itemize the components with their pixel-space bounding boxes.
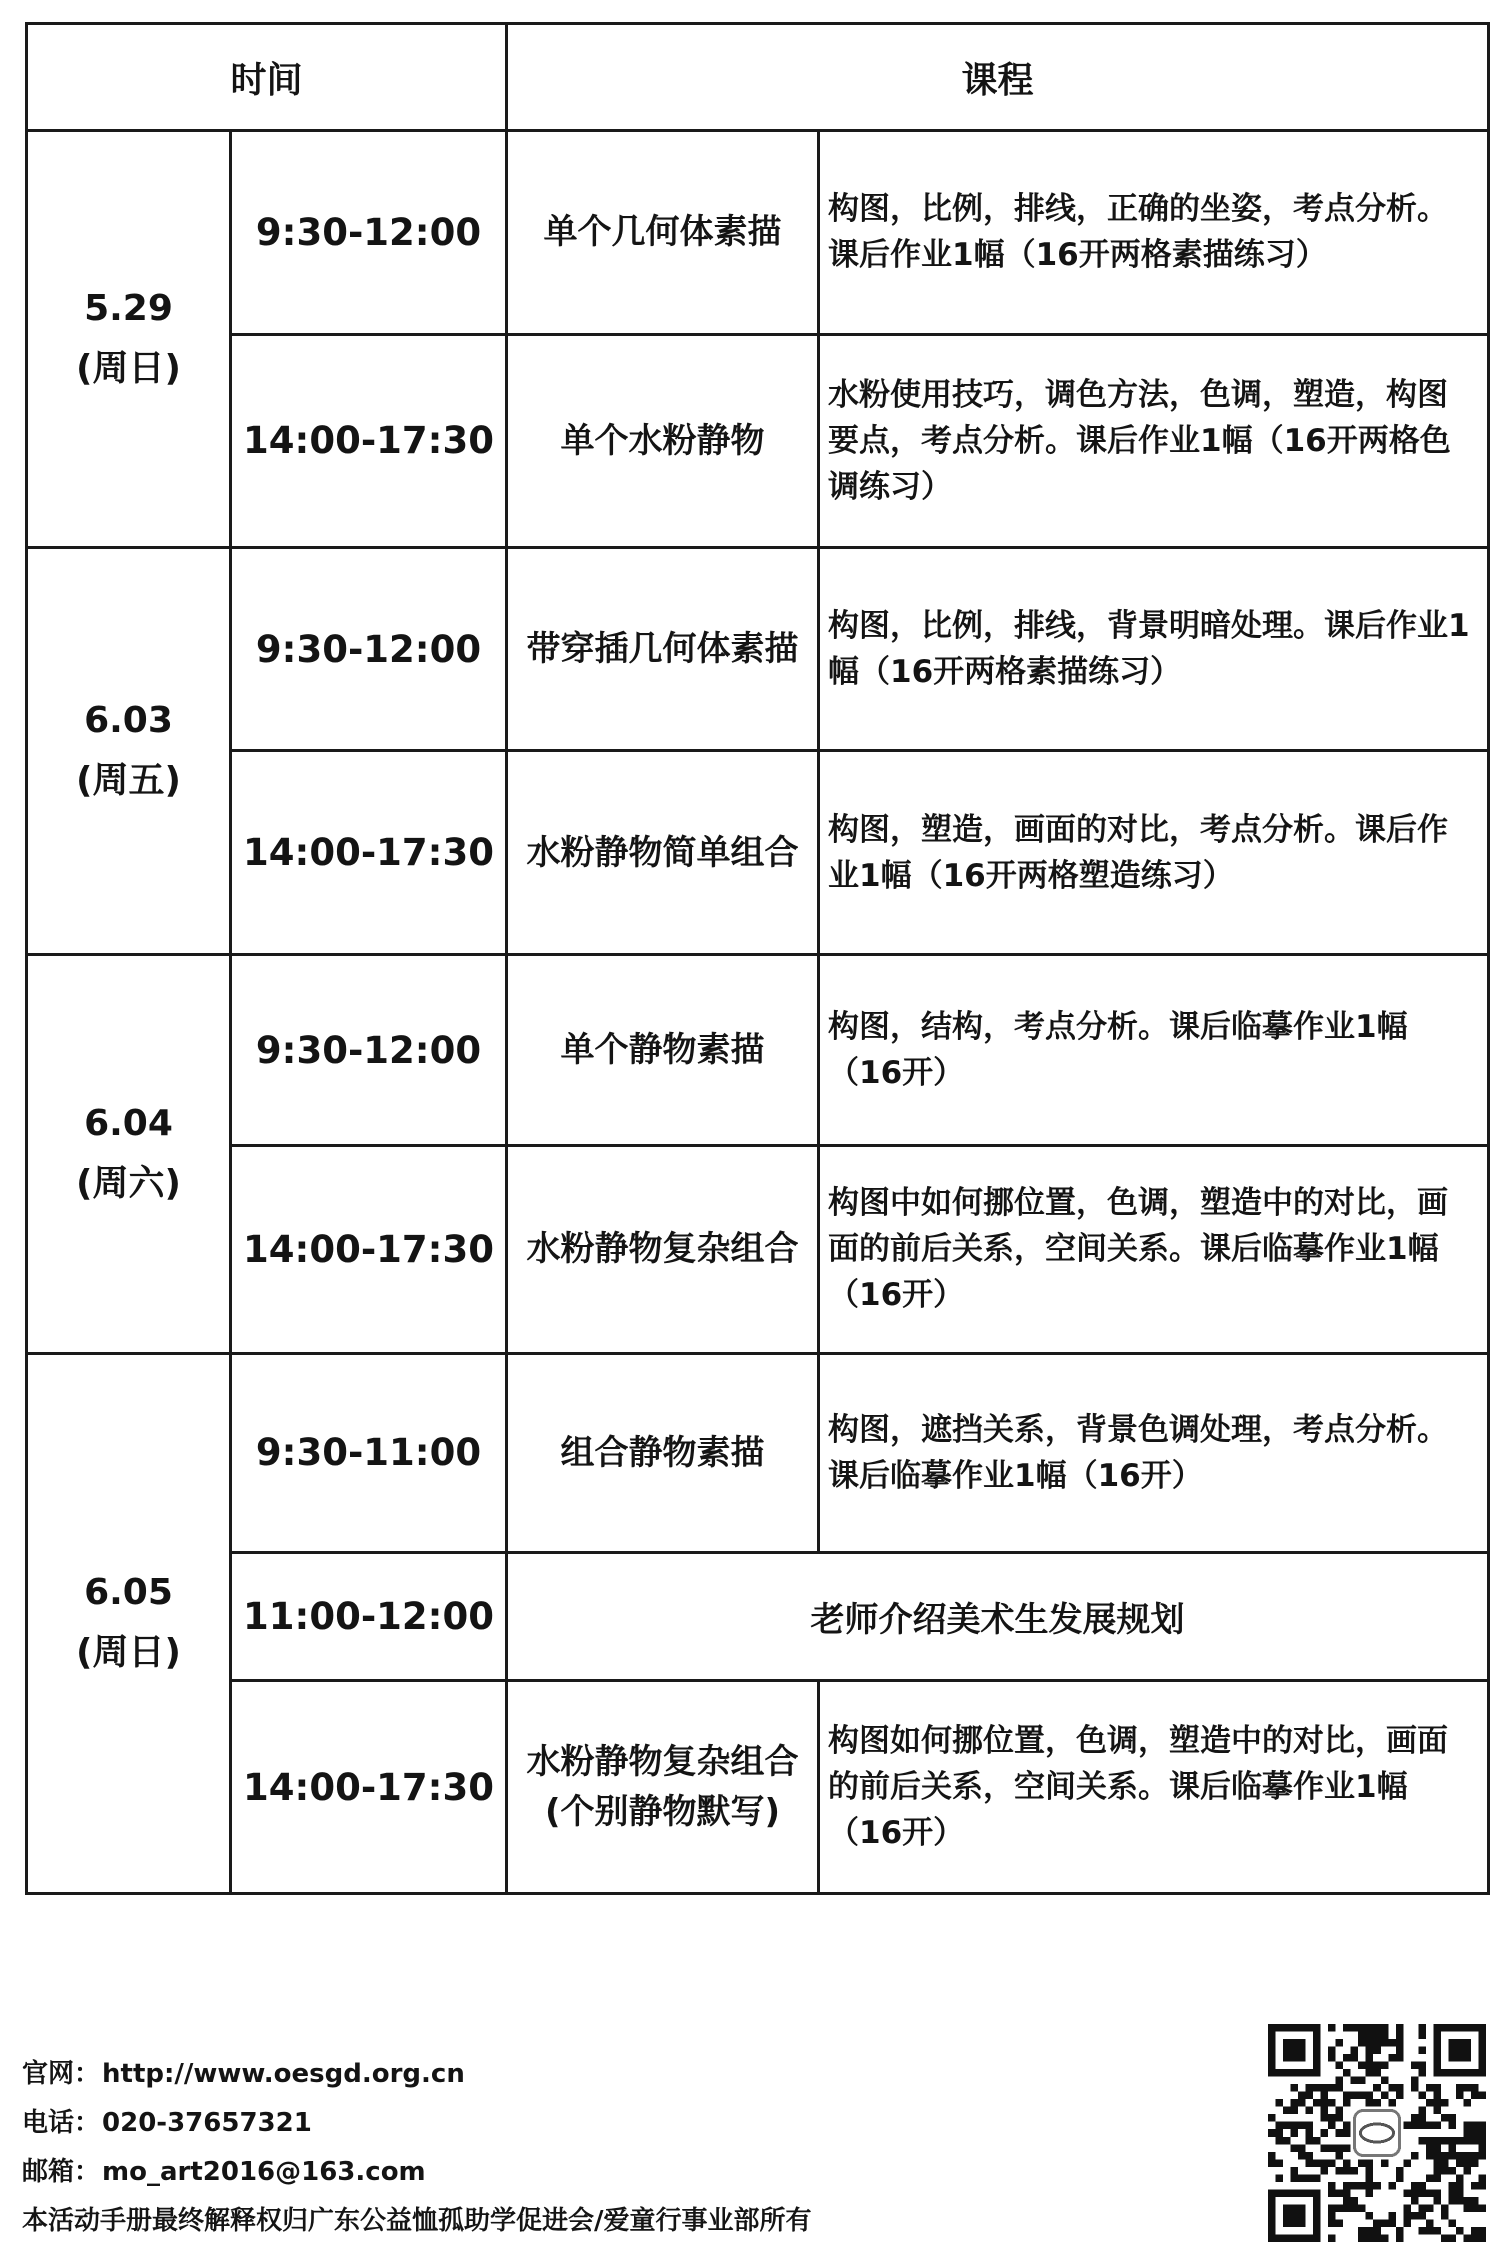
table-row — [27, 1681, 1489, 1894]
description-cell: 水粉使用技巧，调色方法，色调，塑造，构图要点，考点分析。课后作业1幅（16开两格色调练习） — [819, 334, 1489, 547]
course-name: 水粉静物简单组合 — [526, 832, 799, 873]
date-cell — [27, 955, 231, 1354]
course-cell — [507, 334, 819, 547]
table-row — [27, 334, 1489, 547]
time-cell: 9:30-12:00 — [231, 131, 507, 335]
course-note: (个别静物默写) — [544, 1792, 781, 1833]
time-cell: 14:00-17:30 — [231, 1681, 507, 1894]
email-address[interactable]: mo_art2016@163.com — [102, 2157, 426, 2187]
date-cell — [27, 547, 231, 955]
time-cell: 14:00-17:30 — [231, 1145, 507, 1353]
course-name: 单个几何体素描 — [543, 212, 782, 253]
time-cell: 11:00-12:00 — [231, 1552, 507, 1681]
disclaimer-text: 本活动手册最终解释权归广东公益恤孤助学促进会/爱童行事业部所有 — [22, 2206, 812, 2236]
table-row — [27, 1353, 1489, 1552]
course-name: 组合静物素描 — [560, 1432, 765, 1473]
website-row — [22, 2050, 812, 2099]
course-cell — [507, 1353, 819, 1552]
table-row — [27, 1552, 1489, 1681]
course-name: 带穿插几何体素描 — [526, 629, 799, 670]
date-cell — [27, 131, 231, 548]
date-label: 6.03 — [84, 699, 173, 741]
website-link[interactable]: http://www.oesgd.org.cn — [102, 2059, 465, 2089]
description-cell: 构图，比例，排线，正确的坐姿，考点分析。课后作业1幅（16开两格素描练习） — [819, 131, 1489, 335]
time-cell: 9:30-12:00 — [231, 955, 507, 1146]
phone-row — [22, 2099, 812, 2148]
table-row — [27, 547, 1489, 751]
description-cell: 构图，塑造，画面的对比，考点分析。课后作业1幅（16开两格塑造练习） — [819, 751, 1489, 955]
description-cell: 构图如何挪位置，色调，塑造中的对比，画面的前后关系，空间关系。课后临摹作业1幅（16开） — [819, 1681, 1489, 1894]
course-cell — [507, 547, 819, 751]
table-row — [27, 1145, 1489, 1353]
website-label: 官网： — [22, 2059, 101, 2089]
date-label: 6.05 — [84, 1572, 173, 1614]
time-cell: 14:00-17:30 — [231, 334, 507, 547]
phone-label: 电话： — [22, 2108, 101, 2138]
weekday-label: (周五) — [76, 759, 181, 801]
qr-code-graphic — [1268, 2024, 1486, 2242]
weekday-label: (周六) — [76, 1163, 181, 1205]
date-cell — [27, 1353, 231, 1893]
course-cell — [507, 1681, 819, 1894]
course-cell — [507, 751, 819, 955]
course-cell — [507, 131, 819, 335]
description-cell: 构图中如何挪位置，色调，塑造中的对比，画面的前后关系，空间关系。课后临摹作业1幅（16开） — [819, 1145, 1489, 1353]
header-course: 课程 — [507, 24, 1489, 131]
table-row — [27, 131, 1489, 335]
footer-info — [22, 2050, 812, 2246]
time-cell: 14:00-17:30 — [231, 751, 507, 955]
table-row — [27, 955, 1489, 1146]
phone-number: 020-37657321 — [102, 2108, 312, 2138]
course-name: 单个水粉静物 — [560, 420, 765, 461]
date-label: 6.04 — [84, 1103, 173, 1145]
description-cell: 构图，遮挡关系，背景色调处理，考点分析。课后临摹作业1幅（16开） — [819, 1353, 1489, 1552]
email-label: 邮箱： — [22, 2157, 101, 2187]
description-cell: 构图，比例，排线，背景明暗处理。课后作业1幅（16开两格素描练习） — [819, 547, 1489, 751]
course-name: 水粉静物复杂组合 — [526, 1742, 799, 1783]
description-cell: 构图，结构，考点分析。课后临摹作业1幅（16开） — [819, 955, 1489, 1146]
table-row — [27, 751, 1489, 955]
course-name: 单个静物素描 — [560, 1030, 765, 1071]
email-row — [22, 2148, 812, 2197]
course-cell — [507, 1145, 819, 1353]
date-label: 5.29 — [84, 287, 173, 329]
header-time: 时间 — [27, 24, 507, 131]
time-cell: 9:30-12:00 — [231, 547, 507, 751]
schedule-table — [25, 22, 1490, 1895]
qr-code-icon — [1268, 2024, 1486, 2242]
course-cell — [507, 955, 819, 1146]
header-row — [27, 24, 1489, 131]
weekday-label: (周日) — [76, 1632, 181, 1674]
time-cell: 9:30-11:00 — [231, 1353, 507, 1552]
spanning-course-cell: 老师介绍美术生发展规划 — [507, 1552, 1489, 1681]
weekday-label: (周日) — [76, 347, 181, 389]
course-name: 水粉静物复杂组合 — [526, 1229, 799, 1270]
